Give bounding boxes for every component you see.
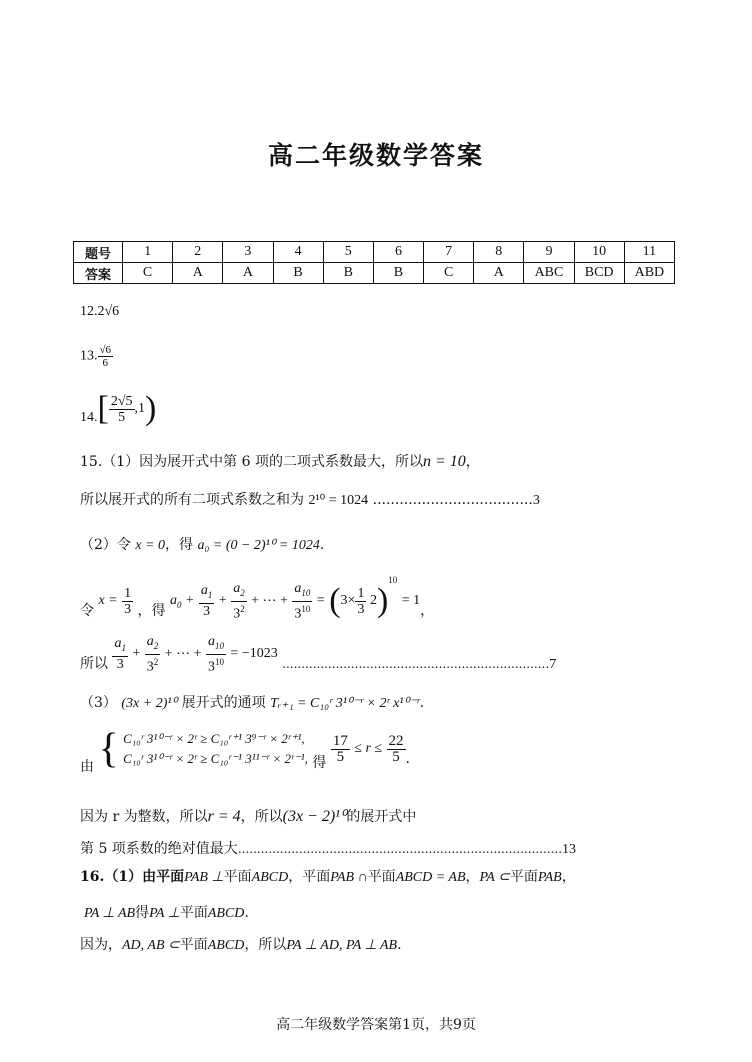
math-expression: ABCD — [251, 870, 289, 885]
fraction — [199, 583, 215, 619]
text: ， — [561, 869, 576, 885]
leader-dots: ..................................................................................... — [237, 842, 563, 856]
text: 所以 — [80, 656, 108, 673]
text: ， — [465, 869, 480, 885]
fraction-numerator: $a_{10}$ — [206, 634, 226, 655]
math-expression: n = 10 — [422, 453, 466, 470]
text: . — [319, 537, 325, 553]
fraction — [145, 634, 161, 674]
leader-dots: .................................... — [372, 492, 533, 508]
equation-system — [123, 729, 308, 769]
math-expression: ,1 — [134, 401, 146, 416]
math-expression: AD, AB ⊂ — [122, 938, 180, 953]
q15-line-4 — [80, 575, 434, 621]
math-expression: PAB — [537, 870, 562, 885]
math-expression: + — [218, 593, 227, 608]
text: 得 — [312, 755, 327, 771]
fraction-denominator: 3 — [357, 601, 365, 617]
page-title: 高二年级数学答案 — [267, 141, 484, 170]
question-label: 12. — [80, 304, 98, 319]
fraction-denominator: 5 — [392, 748, 400, 765]
answer-12 — [80, 303, 119, 320]
text: （3） — [80, 695, 117, 711]
question-label: 13. — [80, 348, 98, 364]
math-expression: $a_0$ + — [169, 592, 195, 610]
math-expression: C₁₀ʳ 3¹⁰⁻ʳ × 2ʳ ≥ C₁₀ʳ⁺¹ 3⁹⁻ʳ × 2ʳ⁺¹, — [123, 731, 305, 746]
fraction-denominator: 5 — [118, 409, 126, 425]
table-cell: 4 — [273, 242, 323, 263]
page-footer: 高二年级数学答案第1页，共9页 — [276, 1017, 476, 1033]
text: . — [397, 937, 402, 953]
math-expression: = — [316, 593, 325, 608]
text: . — [419, 695, 425, 711]
fraction-numerator: 17 — [332, 732, 348, 749]
score: 3 — [532, 493, 540, 508]
table-header-cell: 答案 — [74, 263, 123, 284]
table-cell: 1 — [123, 242, 173, 263]
q15-line-3 — [80, 534, 324, 554]
table-cell: 6 — [373, 242, 423, 263]
q15-line-6 — [80, 692, 424, 712]
fraction — [355, 586, 366, 617]
math-expression: PAB ∩ — [330, 870, 368, 885]
exponent: 10 — [388, 575, 398, 585]
math-expression: (3x + 2)¹⁰ — [121, 696, 178, 711]
text: ，平面 — [288, 869, 331, 885]
fraction-numerator: 1 — [124, 585, 132, 601]
fraction — [98, 344, 114, 369]
table-row-numbers — [74, 242, 675, 263]
fraction-denominator: $3^2$ — [146, 656, 159, 675]
text: . — [244, 905, 249, 921]
q15-line-8 — [80, 806, 416, 826]
math-expression: PAB ⊥ — [184, 870, 224, 885]
fraction — [112, 636, 128, 672]
left-bracket-icon: [ — [97, 390, 109, 427]
table-cell: ABC — [524, 263, 574, 284]
math-expression: PA ⊥ — [149, 906, 180, 921]
fraction — [109, 394, 135, 425]
math-expression: r = 4 — [207, 808, 241, 825]
fraction-denominator: $3^2$ — [233, 603, 245, 622]
answer-13 — [80, 344, 113, 369]
math-expression: 2¹⁰ = 1024 — [308, 493, 369, 508]
question-label: 14. — [80, 410, 98, 425]
text: 展开式的通项 — [181, 695, 266, 711]
math-expression: ABCD — [207, 906, 245, 921]
math-expression: = 1 — [401, 593, 421, 608]
table-cell: B — [273, 263, 323, 284]
math-expression: PA ⊥ AD, PA ⊥ AB — [286, 938, 398, 953]
fraction-denominator: 3 — [203, 603, 211, 619]
text: ，所以 — [240, 809, 283, 825]
math-expression: 2√6 — [97, 304, 120, 319]
text: ， — [465, 454, 480, 470]
math-expression: + ⋯ + — [164, 646, 202, 662]
text: ， — [420, 603, 435, 619]
text: 由 — [80, 759, 94, 775]
math-expression: ABCD — [207, 938, 245, 953]
table-cell: A — [474, 263, 524, 284]
text: 令 — [80, 603, 94, 619]
table-header-cell: 题号 — [74, 242, 123, 263]
fraction-denominator: $3^{10}$ — [207, 656, 224, 675]
answer-table — [73, 241, 675, 284]
text: （2）令 — [80, 537, 131, 553]
table-cell: 7 — [424, 242, 474, 263]
math-expression: a₀ = (0 − 2)¹⁰ = 1024 — [197, 538, 320, 553]
table-cell: 3 — [223, 242, 273, 263]
text: 的展开式中 — [346, 809, 417, 825]
math-expression: = −1023 — [230, 646, 278, 662]
math-expression: C₁₀ʳ 3¹⁰⁻ʳ × 2ʳ ≥ C₁₀ʳ⁻¹ 3¹¹⁻ʳ × 2ʳ⁻¹, — [123, 751, 308, 766]
fraction-denominator: $3^{10}$ — [294, 603, 311, 622]
fraction-denominator: 5 — [336, 748, 345, 765]
table-cell: 10 — [574, 242, 624, 263]
table-cell: C — [123, 263, 173, 284]
table-cell: A — [223, 263, 273, 284]
fraction — [231, 581, 247, 621]
fraction — [292, 581, 312, 621]
text: 15.（1）因为展开式中第 6 项的二项式系数最大，所以 — [80, 454, 423, 470]
text: 平面 — [509, 869, 538, 885]
fraction-numerator: √6 — [99, 344, 112, 356]
fraction-denominator: 6 — [102, 357, 109, 369]
q15-line-1 — [80, 451, 480, 471]
table-cell: 9 — [524, 242, 574, 263]
text: 16.（1）由平面 — [80, 869, 185, 885]
text: . — [405, 751, 410, 767]
math-expression: x = 0 — [135, 538, 166, 553]
fraction-denominator: 3 — [116, 657, 124, 673]
score: 13 — [562, 842, 577, 857]
text: ，得 — [165, 537, 194, 553]
math-expression: (3x − 2)¹⁰ — [282, 808, 347, 825]
text: ，所以 — [244, 937, 287, 953]
q15-line-7 — [80, 728, 410, 776]
q15-line-9 — [80, 838, 576, 858]
text: 所以展开式的所有二项式系数之和为 — [80, 492, 304, 508]
q16-line-3 — [80, 934, 402, 954]
text: 因为 r 为整数，所以 — [80, 809, 208, 825]
text: 得 — [135, 905, 150, 921]
table-cell: 5 — [323, 242, 373, 263]
math-expression: PA ⊂ — [479, 870, 510, 885]
fraction — [122, 586, 133, 617]
text: 平面 — [367, 869, 396, 885]
math-expression: ABCD = AB — [395, 870, 466, 885]
table-cell: 11 — [624, 242, 674, 263]
q15-line-2 — [80, 489, 540, 509]
left-brace-icon: { — [98, 726, 119, 772]
math-expression: x = — [98, 593, 118, 608]
math-expression: Tᵣ₊₁ = C₁₀ʳ 3¹⁰⁻ʳ × 2ʳ x¹⁰⁻ʳ — [270, 696, 420, 711]
math-expression: 2 — [366, 593, 377, 608]
table-row-answers — [74, 263, 675, 284]
table-cell: ABD — [624, 263, 674, 284]
fraction-denominator: 3 — [124, 601, 132, 617]
q16-line-2 — [84, 902, 249, 922]
leader-dots: ...................................................................... — [282, 657, 550, 672]
table-cell: C — [424, 263, 474, 284]
table-cell: B — [323, 263, 373, 284]
fraction-numerator: $a_1$ — [199, 583, 215, 604]
fraction-numerator: 22 — [388, 732, 404, 749]
q15-line-5 — [80, 634, 556, 674]
table-cell: 8 — [474, 242, 524, 263]
table-cell: BCD — [574, 263, 624, 284]
right-paren-icon: ) — [145, 390, 157, 427]
fraction-numerator: $a_1$ — [112, 636, 128, 657]
fraction — [206, 634, 226, 674]
text: 平面 — [179, 905, 208, 921]
score: 7 — [549, 657, 557, 673]
fraction-numerator: 1 — [357, 585, 365, 601]
fraction — [331, 734, 350, 765]
q16-line-1 — [80, 866, 576, 886]
math-expression: ≤ r ≤ — [354, 741, 383, 756]
right-paren-icon: ) — [376, 582, 389, 619]
math-expression: PA ⊥ AB — [84, 906, 136, 921]
math-expression: + ⋯ + — [251, 593, 288, 609]
left-paren-icon: ( — [329, 582, 341, 619]
fraction-numerator: $a_2$ — [231, 581, 247, 602]
math-expression: 3× — [340, 593, 356, 608]
text: 因为， — [80, 937, 122, 953]
fraction-numerator: $a_{10}$ — [292, 581, 312, 602]
fraction — [387, 734, 406, 765]
fraction-numerator: 2√5 — [110, 393, 133, 409]
text: 第 5 项系数的绝对值最大 — [80, 841, 238, 857]
answer-14 — [80, 392, 156, 426]
text: 平面 — [223, 869, 252, 885]
math-expression: + — [132, 646, 141, 662]
table-cell: A — [173, 263, 223, 284]
fraction-numerator: $a_2$ — [145, 634, 161, 655]
table-cell: 2 — [173, 242, 223, 263]
table-cell: B — [373, 263, 423, 284]
text: 平面 — [179, 937, 208, 953]
text: ，得 — [137, 603, 166, 619]
